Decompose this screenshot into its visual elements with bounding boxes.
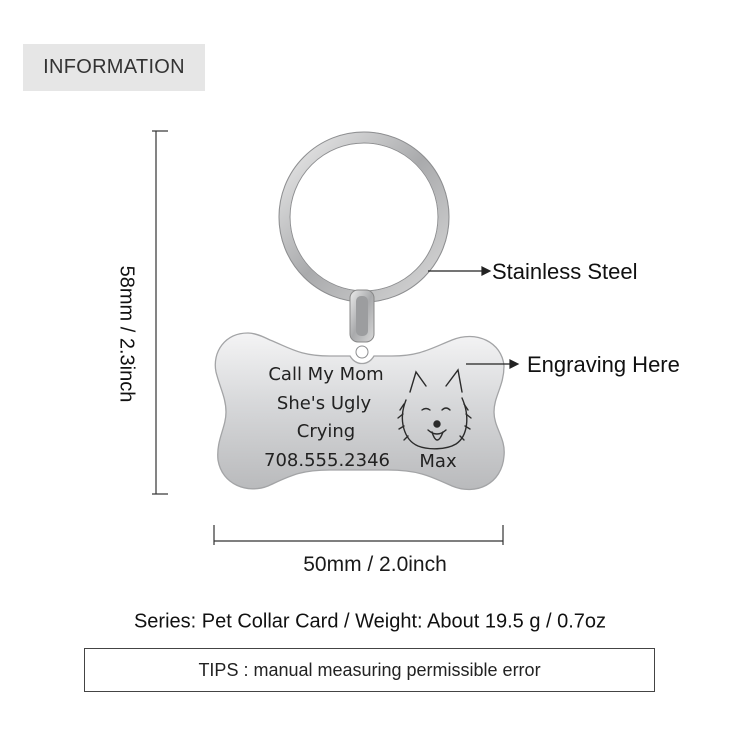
width-dimension-label: 50mm / 2.0inch (303, 553, 447, 576)
tag-bail (350, 290, 374, 342)
width-dimension-line (214, 525, 503, 545)
height-dimension-line (152, 131, 168, 494)
material-callout-line (428, 267, 490, 275)
material-callout-label: Stainless Steel (492, 259, 638, 284)
engraving-line-3: Crying (296, 421, 356, 442)
series-info: Series: Pet Collar Card / Weight: About 19.5 g / 0.7oz (133, 610, 607, 633)
tips-text: TIPS : manual measuring permissible error (198, 659, 541, 680)
engraving-line-1: Call My Mom (268, 364, 384, 385)
engraving-line-2: She's Ugly (276, 393, 372, 414)
key-ring (279, 132, 449, 302)
engraving-phone: 708.555.2346 (264, 450, 390, 471)
information-label: INFORMATION (43, 56, 185, 78)
tips-box (84, 648, 655, 692)
height-dimension-label: 58mm / 2.3inch (115, 265, 138, 403)
engraving-pet-name: Max (419, 451, 457, 472)
tag-hole (356, 346, 368, 358)
engraving-callout-label: Engraving Here (527, 352, 680, 377)
